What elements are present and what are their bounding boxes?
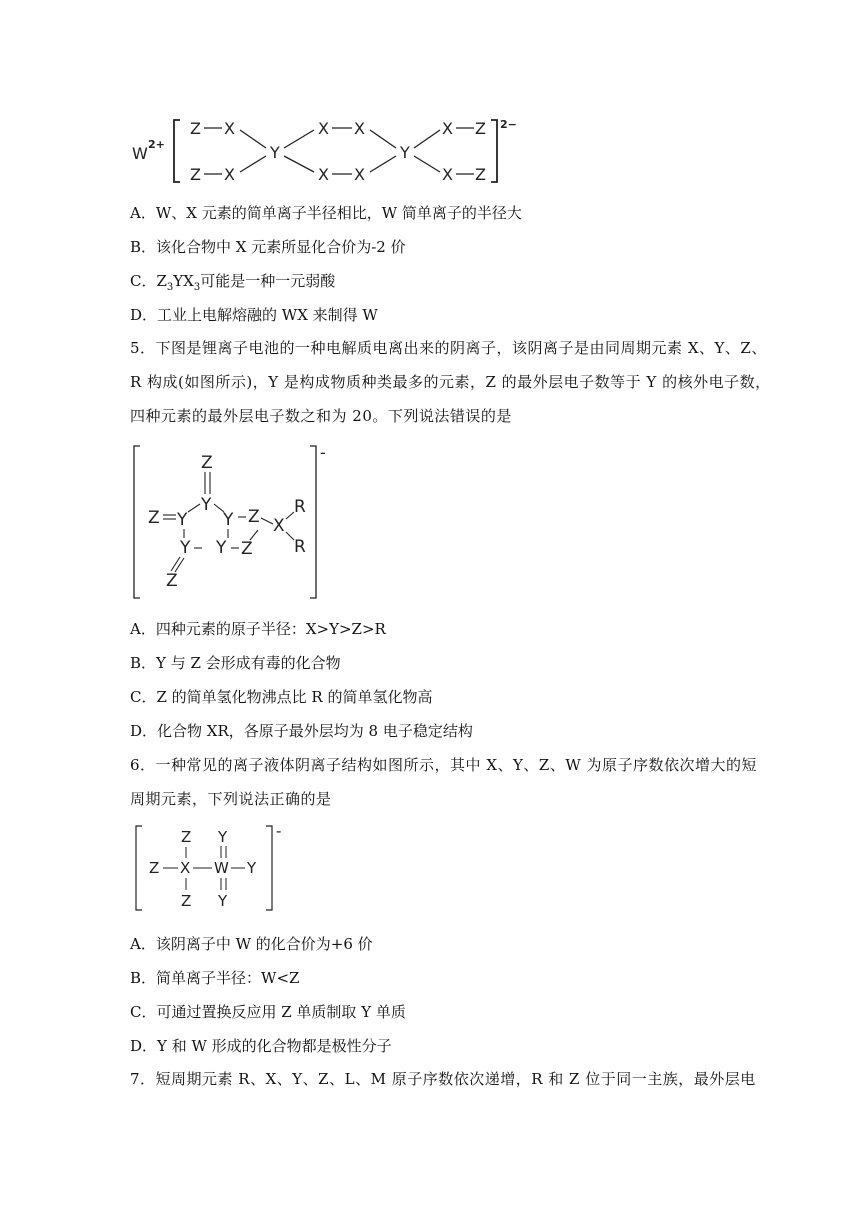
q5-option-c: C．Z 的简单氢化物沸点比 R 的简单氢化物高 — [130, 688, 433, 706]
q6-atom-y: Y — [218, 828, 228, 846]
q4-option-c-suffix: 可能是一种一元弱酸 — [200, 272, 336, 290]
q4-atom-y: Y — [400, 143, 410, 162]
q4-cation-charge: 2+ — [148, 138, 165, 151]
q5-stem-line: 四种元素的最外层电子数之和为 20。下列说法错误的是 — [130, 407, 512, 425]
q5-atom-r: R — [294, 537, 306, 557]
q5-atom-z: Z — [201, 453, 213, 473]
q5-atom-y: Y — [177, 510, 188, 530]
q6-atom-x: X — [180, 859, 191, 877]
q4-atom-x: X — [442, 119, 453, 138]
q7-stem — [130, 1062, 756, 1096]
q4-option-b: B．该化合物中 X 元素所显化合价为-2 价 — [130, 238, 406, 256]
q6-stem-line: 6．一种常见的离子液体阴离子结构如图所示，其中 X、Y、Z、W 为原子序数依次增大的短 — [130, 756, 758, 774]
q6-option-d: D．Y 和 W 形成的化合物都是极性分子 — [130, 1037, 392, 1055]
q4-atom-x: X — [224, 119, 235, 138]
q6-atom-z: Z — [181, 892, 192, 910]
q4-atom-x: X — [224, 165, 235, 184]
q6-stem-line: 周期元素，下列说法正确的是 — [130, 790, 332, 808]
q5-right-bracket — [310, 446, 316, 598]
q4-left-bracket — [174, 120, 180, 182]
q6-option-b: B．简单离子半径：W<Z — [130, 969, 300, 987]
q6-anion-charge: - — [276, 822, 282, 840]
q5-option-b: B．Y 与 Z 会形成有毒的化合物 — [130, 654, 341, 672]
q5-atom-y: Y — [216, 538, 227, 558]
q4-atom-x: X — [318, 165, 329, 184]
q4-atom-x: X — [354, 165, 365, 184]
q5-option-a: A．四种元素的原子半径：X>Y>Z>R — [130, 620, 386, 638]
q6-option-c: C．可通过置换反应用 Z 单质制取 Y 单质 — [130, 1003, 406, 1021]
q4-atom-z: Z — [190, 165, 201, 184]
q4-cation-symbol: W — [132, 144, 148, 163]
q4-atom-x: X — [354, 119, 365, 138]
q5-atom-x: X — [273, 516, 285, 536]
q6-structure-diagram — [134, 822, 294, 914]
q7-stem-line: 7．短周期元素 R、X、Y、Z、L、M 原子序数依次递增，R 和 Z 位于同一主族，最外层电 — [130, 1070, 756, 1088]
q6-stem — [130, 748, 758, 816]
q5-structure-diagram — [130, 444, 345, 600]
q6-right-bracket — [266, 826, 272, 910]
q5-atom-z: Z — [248, 507, 260, 527]
q5-stem-line: 5．下图是锂离子电池的一种电解质电离出来的阴离子，该阴离子是由同周期元素 X、Y、Z、 — [130, 339, 767, 357]
q4-structure-diagram — [128, 112, 528, 188]
q6-atom-w: W — [214, 859, 229, 877]
q4-anion-charge: 2− — [500, 118, 517, 131]
q4-atom-z: Z — [475, 165, 486, 184]
q5-option-d: D．化合物 XR，各原子最外层均为 8 电子稳定结构 — [130, 722, 473, 740]
q4-right-bracket — [491, 120, 497, 182]
q4-atom-z: Z — [190, 119, 201, 138]
q5-stem-line: R 构成(如图所示)，Y 是构成物质种类最多的元素，Z 的最外层电子数等于 Y 的核外电子数， — [130, 373, 771, 391]
q4-option-c — [130, 271, 335, 298]
q5-atom-y: Y — [223, 510, 234, 530]
q5-atom-z: Z — [166, 571, 178, 591]
q5-atom-y: Y — [180, 538, 191, 558]
q4-option-c-sub1: 3 — [166, 282, 174, 293]
q5-atom-y: Y — [201, 495, 212, 515]
q5-left-bracket — [134, 446, 140, 598]
q4-atom-x: X — [442, 165, 453, 184]
q4-option-c-mid: YX — [173, 272, 194, 290]
q5-atom-z: Z — [241, 539, 253, 559]
q4-atom-x: X — [318, 119, 329, 138]
q6-atom-y: Y — [218, 892, 228, 910]
q4-atom-z: Z — [475, 119, 486, 138]
q4-option-d: D．工业上电解熔融的 WX 来制得 W — [130, 306, 378, 324]
q4-option-a: A．W、X 元素的简单离子半径相比，W 简单离子的半径大 — [130, 204, 522, 222]
q6-atom-y: Y — [247, 859, 257, 877]
q6-atom-z: Z — [149, 859, 160, 877]
q4-option-c-prefix: C．Z — [130, 272, 167, 290]
q4-atom-y: Y — [270, 143, 280, 162]
q6-option-a: A．该阴离子中 W 的化合价为+6 价 — [130, 935, 373, 953]
q5-atom-r: R — [294, 497, 306, 517]
q5-stem — [130, 331, 771, 433]
q6-left-bracket — [136, 826, 142, 910]
q4-option-c-sub2: 3 — [193, 282, 201, 293]
q5-anion-charge: - — [320, 444, 326, 462]
q6-atom-z: Z — [181, 828, 192, 846]
q5-atom-z: Z — [148, 508, 160, 528]
